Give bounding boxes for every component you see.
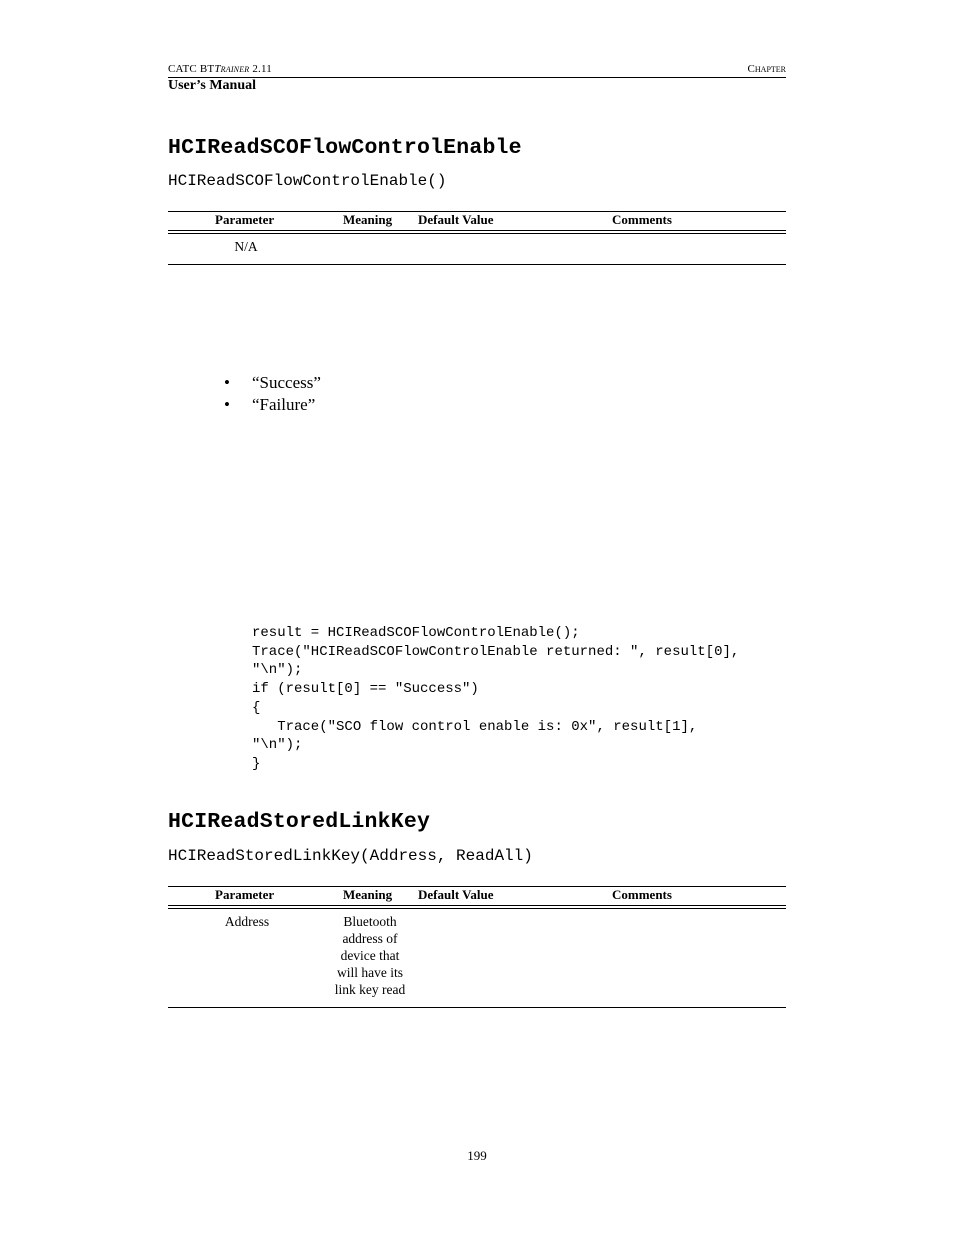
code-example: result = HCIReadSCOFlowControlEnable(); Trace("HCIReadSCOFlowControlEnable returned: ", result[0], "\n"); if (result[0] == "Success") { Trace("SCO flow control enable is: 0x", result[1], "\n"); } [252,625,740,772]
function-signature: HCIReadStoredLinkKey(Address, ReadAll) [168,847,533,865]
table-rule-bottom [168,1007,786,1008]
column-header-meaning: Meaning [343,887,393,902]
running-header-chapter: Chapter [747,63,786,75]
running-header-manual: User’s Manual [168,78,257,93]
header-rule [168,77,786,78]
function-signature: HCIReadSCOFlowControlEnable() [168,172,447,190]
table-rule-header [168,230,786,234]
running-header-product: CATC BTTrainer 2.11 [168,63,272,75]
column-header-comments: Comments [612,212,672,227]
column-header-default-value: Default Value [418,887,494,902]
column-header-comments: Comments [612,887,672,902]
section-title-read-stored-link-key: HCIReadStoredLinkKey [168,810,431,834]
list-item: • “Failure” [224,395,316,414]
column-header-default-value: Default Value [418,212,494,227]
column-header-parameter: Parameter [215,887,275,902]
table-rule-bottom [168,264,786,265]
table-rule-header [168,905,786,909]
table-cell-parameter: N/A [234,239,258,254]
parameter-table [168,211,786,267]
table-cell-meaning: Bluetooth address of device that will have its link key read [334,914,406,997]
page-number: 199 [467,1148,487,1163]
column-header-meaning: Meaning [343,212,393,227]
table-cell-parameter: Address [224,914,270,929]
column-header-parameter: Parameter [215,212,275,227]
parameter-table [168,886,786,1010]
return-values-list [224,372,321,416]
list-item: • “Success” [224,373,321,392]
section-title-read-sco-flow-control-enable: HCIReadSCOFlowControlEnable [168,136,522,160]
